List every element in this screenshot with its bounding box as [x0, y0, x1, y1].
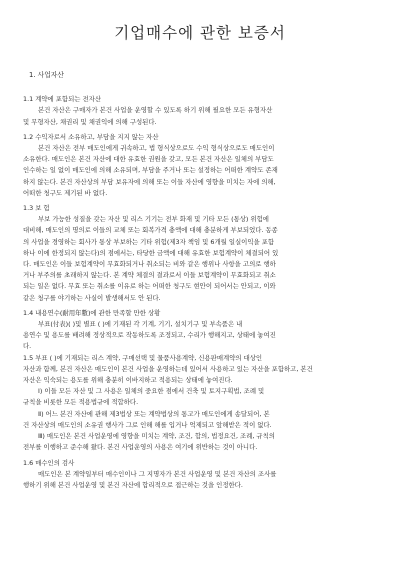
body-line: 용연수 및 용도를 배려해 정상적으로 작동하도록 조정되고, 수리가 행해지고, 상태에 놓여진: [23, 331, 276, 340]
body-line: 전부를 이행하고 준수해 왔다. 본건 사업운영의 사용은 여기에 위반하는 것이 아니다.: [23, 443, 258, 452]
body-line: 부표(付表)( )및 별표 ( )에 기재된 각 기계, 기기, 설치기구 및 부속품은 내: [38, 320, 243, 329]
body-line: 부보 가능한 성질을 갖는 자산 및 리스 기기는 전부 화재 및 기타 모든 (통상) 위험에: [38, 215, 269, 224]
body-line: 본건 자산은 전부 매도인에게 귀속하고, 법 형식상으로도 수익 형식상으로도 매도인이: [38, 144, 275, 153]
body-line: 같은 청구를 야기하는 사실이 발생해서도 안 된다.: [23, 293, 161, 302]
body-line: 하지 않는다. 본건 자산상의 부담 보유자에 의해 또는 이들 자산에 영향을 미치는 자에 의해,: [23, 177, 276, 186]
body-line: Ⅲ) 매도인은 본건 사업운영에 영향을 미치는 계약, 조건, 합의, 법정요건, 조례, 규칙의: [38, 432, 275, 441]
body-line: 1.6 매수인의 검사: [23, 458, 75, 467]
document-title: 기업매수에 관한 보증서: [114, 24, 286, 42]
body-line: 행하기 위해 본건 사업운영 및 본건 자산에 합리적으로 접근하는 것을 인정한다.: [23, 480, 243, 489]
body-line: 및 무형자산, 채권리 및 채권익에 의해 구성된다.: [23, 117, 157, 126]
body-line: 인수하는 일 없이 매도인에 의해 소유되며, 부담을 주거나 또는 설정하는 어떠한 계약도 존재: [23, 166, 278, 175]
body-line: 어떠한 청구도 제기된 바 없다.: [23, 188, 108, 197]
body-line: 1.3 보 험: [23, 204, 50, 213]
body-line: 되는 일은 없다. 무효 또는 취소를 이유로 하는 어떠한 청구도 현안이 되어서는 안되고, 이와: [23, 282, 276, 291]
body-line: Ⅱ) 어느 본건 자산에 관해 제3법상 또는 계약법상의 통고가 매도인에게 송달되어, 본: [38, 409, 270, 418]
document-body: [23, 70, 377, 491]
body-line: 자산은 익숙되는 용도를 위해 충분히 이바지하고 적용되는 상태에 놓여진다.: [23, 376, 233, 385]
body-line: 다. 매도인은 이들 보험계약이 무효화되거나 취소되는 비와 같은 행위나 사항을 고의로 행하: [23, 260, 276, 269]
section-heading: 1. 사업자산: [29, 71, 64, 79]
body-line: 본건 자산은 구매자가 본건 사업을 운영할 수 있도록 하기 위해 필요한 모든 유형자산: [38, 106, 273, 115]
body-line: 1.1 계약에 포함되는 전자산: [23, 95, 101, 104]
body-line: 소유한다. 매도인은 본건 자산에 대한 유효한 권원을 갖고, 모든 본건 자산은 일체의 부담도: [23, 155, 274, 164]
body-line: 대비해, 매도인의 명의로 이들의 교체 또는 회복가격 충액에 대해 충분하게 부보되었다. 동종: [23, 226, 278, 235]
body-line: Ⅰ) 이들 모든 자산 및 그 사용은 일체의 중요한 점에서 건축 및 토지구획법, 조례 및: [38, 387, 265, 396]
body-line: 다.: [23, 342, 32, 351]
document-lines: [23, 94, 377, 491]
body-line: 1.4 내용연수(耐用年數)에 관한 만족할 만한 상황: [23, 308, 161, 317]
body-line: 규칙을 비롯한 모든 적용법규에 적합하다.: [23, 398, 139, 407]
body-line: 하나 이에 한정되지 않는다)의 점에서는, 타당한 금액에 대해 유효한 보험계약이 체결되어 있: [23, 248, 279, 257]
body-line: 의 사업을 경영하는 회사가 통상 부보하는 기타 위험(제3자 책임 및 6개월 일실이익을 포함: [23, 237, 275, 246]
body-line: 건 자산상의 매도인의 소유권 행사가 그로 인해 해를 입거나 억제되고 앞해받은 적이 없다.: [23, 420, 272, 429]
body-line: 매도인은 본 계약일부터 매수인이나 그 지명자가 본건 사업운영 및 본건 자산의 조사를: [38, 469, 277, 478]
body-line: 1.2 수익자로서 소유하고, 부담을 지지 않는 자산: [23, 132, 159, 141]
body-line: 거나 부주의를 초래하지 않는다. 본 계약 체결의 결과로서 이들 보험계약이 무효화되고 취소: [23, 271, 276, 280]
body-line: 1.5 부표 ( )에 기재되는 리스 계약, 구매선택 및 물품사용계약, 신용판매계약의 대상인: [23, 353, 263, 362]
body-line: 자산과 함께, 본건 자산은 매도인이 본건 사업을 운영하는데 있어서 사용하고 있는 자산을 포함하고, 본건: [23, 364, 313, 373]
